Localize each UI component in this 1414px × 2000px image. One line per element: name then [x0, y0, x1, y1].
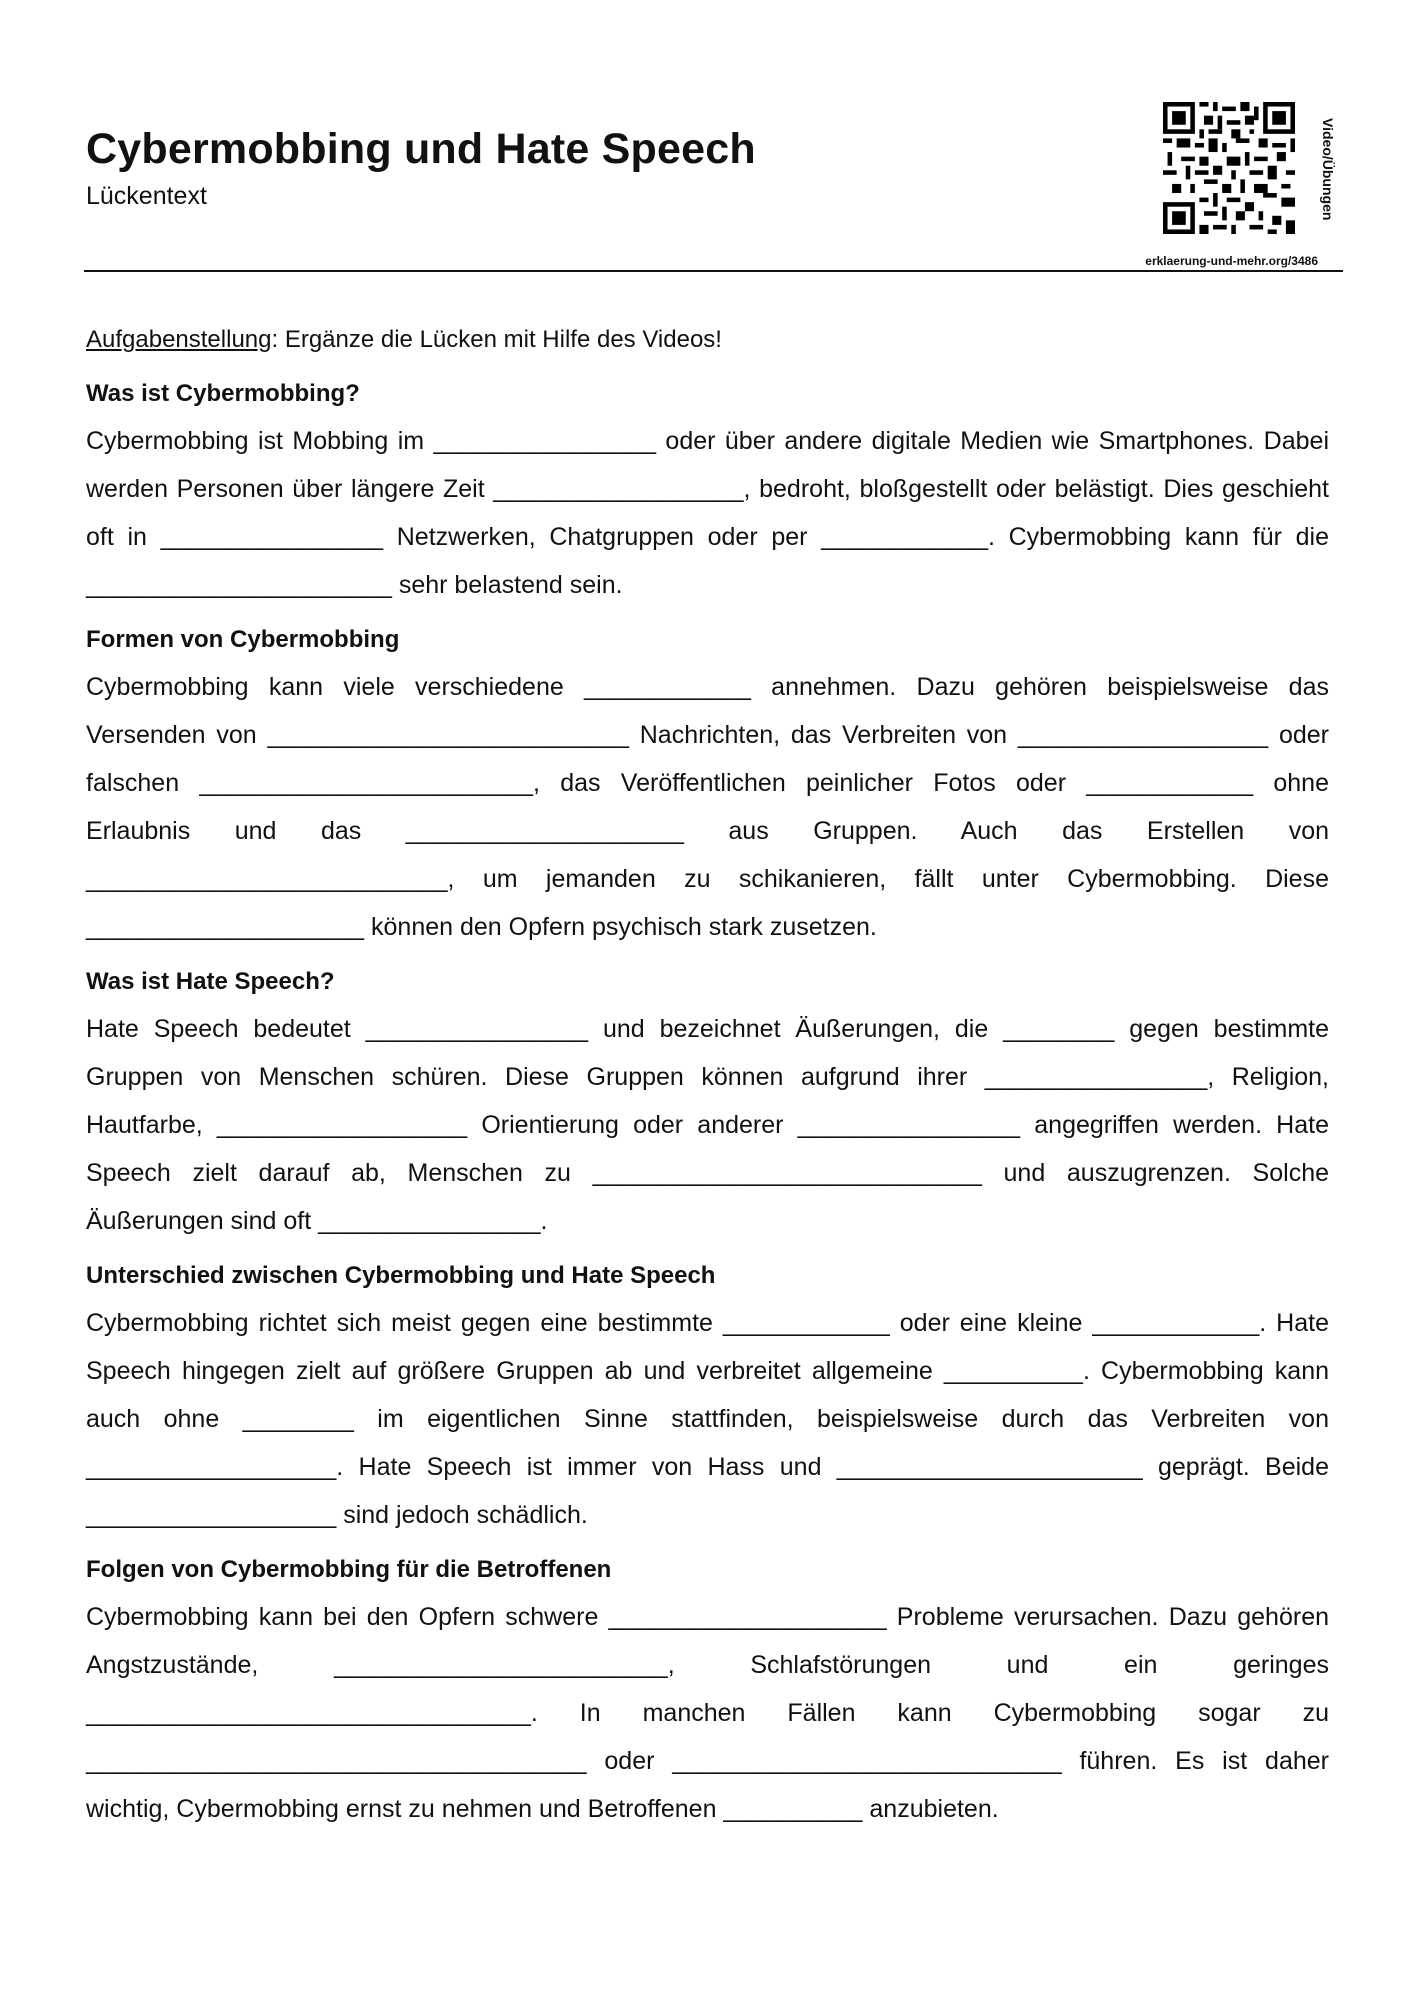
section-heading: Unterschied zwischen Cybermobbing und Hate Speech — [86, 1262, 716, 1289]
gap-text-paragraph: Cybermobbing richtet sich meist gegen eine bestimmte ____________ oder eine kleine ____________. Hate Speech hingegen zielt auf größere Gruppen ab und verbreitet allgemeine __________. Cybermobbing kann auch ohne ________ im eigentlichen Sinne stattfinden, beispielsweise durch das Verbreiten von __________________. Hate Speech ist immer von Hass und ______________________ geprägt. Beide __________________ sind jedoch schädlich. — [86, 1309, 1329, 1529]
task-text: : Ergänze die Lücken mit Hilfe des Videos! — [271, 326, 722, 353]
section-heading: Formen von Cybermobbing — [86, 626, 400, 653]
source-url[interactable]: erklaerung-und-mehr.org/3486 — [1145, 254, 1318, 268]
header-divider — [84, 270, 1343, 272]
gap-text-paragraph: Cybermobbing ist Mobbing im ________________ oder über andere digitale Medien wie Smartphones. Dabei werden Personen über längere Zeit __________________, bedroht, bloßgestellt oder belästigt. Dies geschieht oft in ________________ Netzwerken, Chatgruppen oder per ____________. Cybermobbing kann für die ______________________ sehr belastend sein. — [86, 427, 1329, 599]
section-heading: Was ist Hate Speech? — [86, 968, 335, 995]
section-what-is-hate-speech — [86, 965, 1329, 1245]
worksheet-body — [86, 325, 1329, 1847]
video-exercises-label: Video/Übungen — [1320, 118, 1336, 221]
page-title: Cybermobbing und Hate Speech — [86, 125, 756, 173]
section-what-is-cybermobbing — [86, 377, 1329, 609]
section-difference — [86, 1259, 1329, 1539]
section-heading: Folgen von Cybermobbing für die Betroffenen — [86, 1556, 612, 1583]
gap-text-paragraph: Cybermobbing kann viele verschiedene ____________ annehmen. Dazu gehören beispielsweise das Versenden von __________________________ Nachrichten, das Verbreiten von __________________ oder falschen ________________________, das Veröffentlichen peinlicher Fotos oder ____________ ohne Erlaubnis und das ____________________ aus Gruppen. Auch das Erstellen von __________________________, um jemanden zu schikanieren, fällt unter Cybermobbing. Diese ____________________ können den Opfern psychisch stark zusetzen. — [86, 673, 1329, 941]
section-forms-of-cybermobbing — [86, 623, 1329, 951]
section-heading: Was ist Cybermobbing? — [86, 380, 360, 407]
gap-text-paragraph: Hate Speech bedeutet ________________ und bezeichnet Äußerungen, die ________ gegen bestimmte Gruppen von Menschen schüren. Diese Gruppen können aufgrund ihrer ________________, Religion, Hautfarbe, __________________ Orientierung oder anderer ________________ angegriffen werden. Hate Speech zielt darauf ab, Menschen zu ____________________________ und auszugrenzen. Solche Äußerungen sind oft ________________. — [86, 1015, 1329, 1235]
qr-code-icon — [1163, 102, 1295, 234]
task-label: Aufgabenstellung — [86, 326, 272, 353]
gap-text-paragraph: Cybermobbing kann bei den Opfern schwere ____________________ Probleme verursachen. Dazu gehören Angstzustände, ________________________, Schlafstörungen und ein geringes ________________________________. In manchen Fällen kann Cybermobbing sogar zu ____________________________________ oder ____________________________ führen. Es ist daher wichtig, Cybermobbing ernst zu nehmen und Betroffenen __________ anzubieten. — [86, 1603, 1329, 1823]
section-consequences — [86, 1553, 1329, 1833]
page-subtitle: Lückentext — [86, 182, 207, 210]
task-instruction — [86, 325, 1329, 355]
